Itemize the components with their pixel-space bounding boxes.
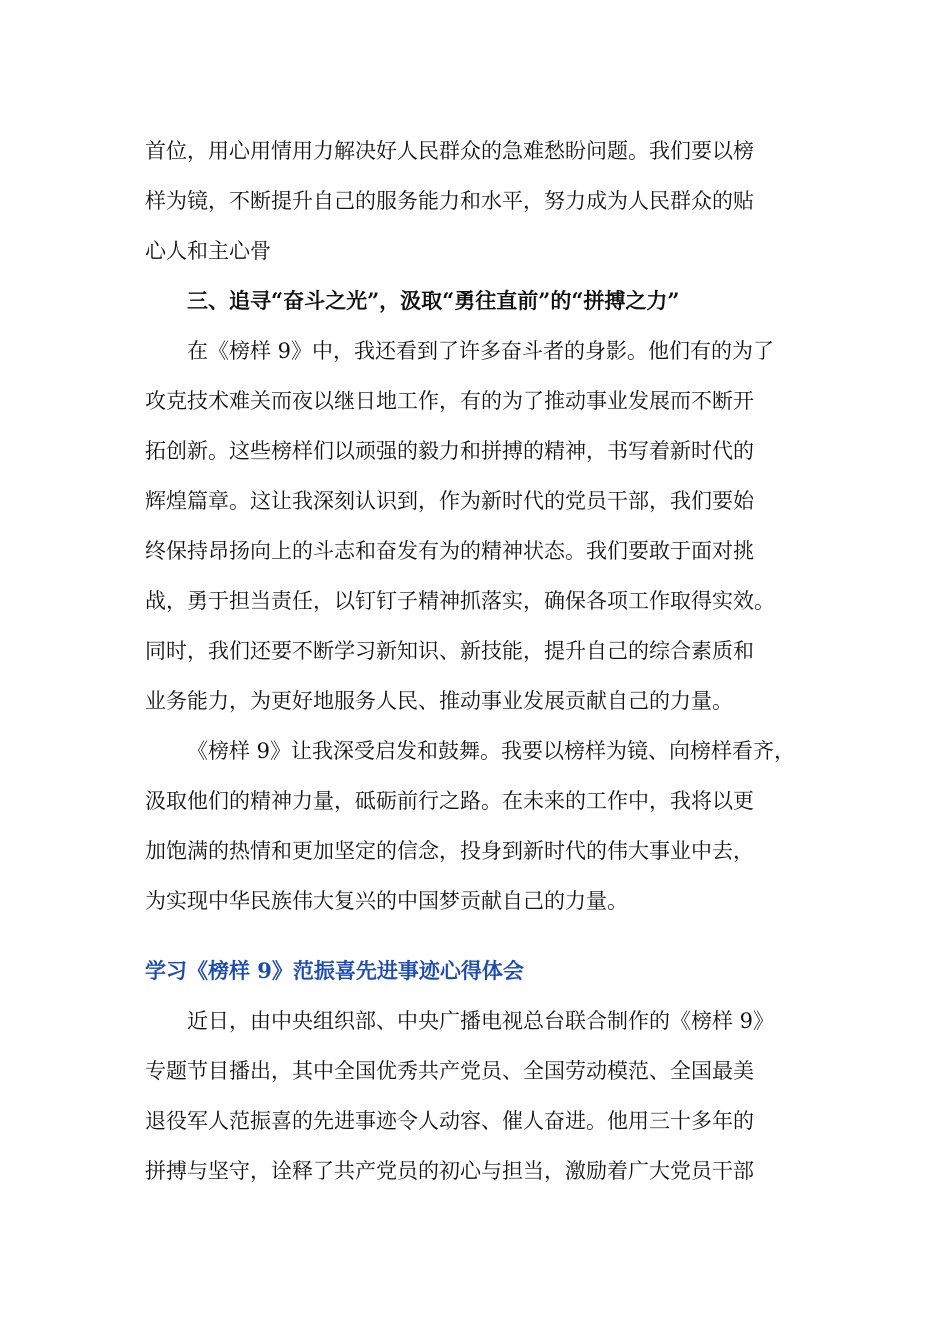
text-line: 汲取他们的精神力量，砥砺前行之路。在未来的工作中，我将以更 <box>145 789 754 813</box>
text-line: 拼搏与坚守，诠释了共产党员的初心与担当，激励着广大党员干部 <box>145 1159 754 1183</box>
text-line: 辉煌篇章。这让我深刻认识到，作为新时代的党员干部，我们要始 <box>145 489 754 513</box>
text-line: 样为镜，不断提升自己的服务能力和水平，努力成为人民群众的贴 <box>145 189 754 213</box>
text-line: 战，勇于担当责任，以钉钉子精神抓落实，确保各项工作取得实效。 <box>145 589 775 613</box>
text-line: 同时，我们还要不断学习新知识、新技能，提升自己的综合素质和 <box>145 639 754 663</box>
text-line: 专题节目播出，其中全国优秀共产党员、全国劳动模范、全国最美 <box>145 1059 754 1083</box>
text-line: 在《榜样 9》中，我还看到了许多奋斗者的身影。他们有的为了 <box>187 339 775 363</box>
text-line: 加饱满的热情和更加坚定的信念，投身到新时代的伟大事业中去， <box>145 839 754 863</box>
text-line: 拓创新。这些榜样们以顽强的毅力和拼搏的精神，书写着新时代的 <box>145 439 754 463</box>
paragraph-struggle <box>145 326 835 726</box>
text-line: 心人和主心骨 <box>145 239 271 263</box>
text-line: 攻克技术难关而夜以继日地工作，有的为了推动事业发展而不断开 <box>145 389 754 413</box>
text-line: 业务能力，为更好地服务人民、推动事业发展贡献自己的力量。 <box>145 689 733 713</box>
text-line: 为实现中华民族伟大复兴的中国梦贡献自己的力量。 <box>145 889 628 913</box>
paragraph-service <box>145 126 835 276</box>
paragraph-conclusion <box>145 726 835 926</box>
text-line: 退役军人范振喜的先进事迹令人动容、催人奋进。他用三十多年的 <box>145 1109 754 1133</box>
section-heading-3 <box>145 276 835 326</box>
text-line: 《榜样 9》让我深受启发和鼓舞。我要以榜样为镜、向榜样看齐， <box>187 739 796 763</box>
section-heading-text: 三、追寻“奋斗之光”，汲取“勇往直前”的“拼搏之力” <box>187 288 680 313</box>
text-line: 首位，用心用情用力解决好人民群众的急难愁盼问题。我们要以榜 <box>145 139 754 163</box>
paragraph-intro <box>145 996 835 1196</box>
article-title <box>145 946 835 996</box>
article-title-text: 学习《榜样 9》范振喜先进事迹心得体会 <box>145 958 524 983</box>
text-line: 终保持昂扬向上的斗志和奋发有为的精神状态。我们要敢于面对挑 <box>145 539 754 563</box>
text-line: 近日，由中央组织部、中央广播电视总台联合制作的《榜样 9》 <box>187 1009 775 1033</box>
